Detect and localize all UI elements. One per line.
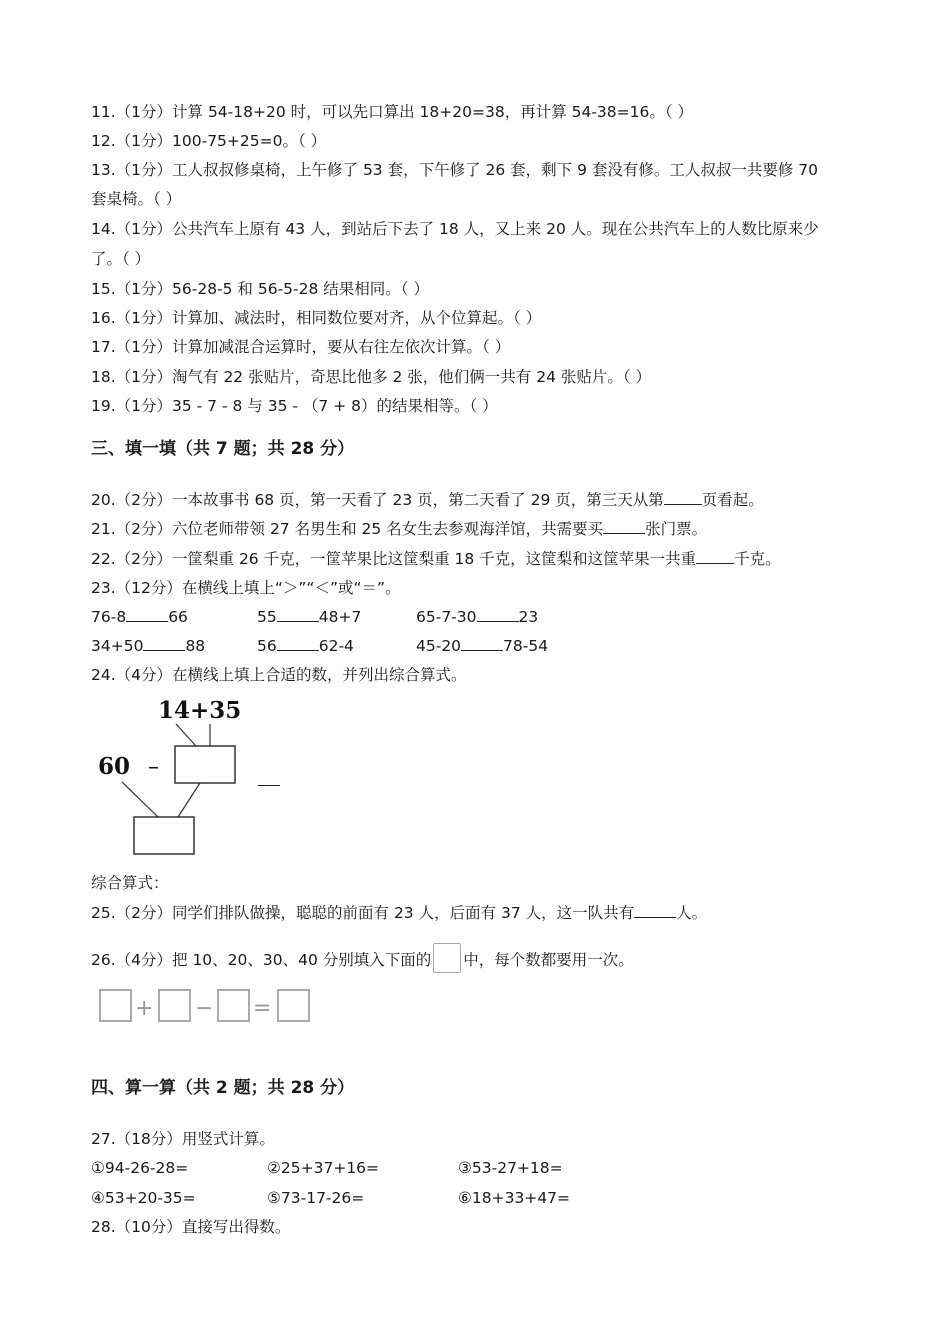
calc-item: ⑤73-17-26= <box>267 1189 365 1207</box>
question-25-text: 25.（2分）同学们排队做操，聪聪的前面有 23 人，后面有 37 人，这一队共有 <box>91 904 635 922</box>
calc-item: ①94-26-28= <box>91 1159 189 1177</box>
question-26-text: 26.（4分）把 10、20、30、40 分别填入下面的 <box>91 951 432 969</box>
question-22-text: 22.（2分）一筐梨重 26 千克，一筐苹果比这筐梨重 18 千克，这筐梨和这筐苹果一共重 <box>91 550 697 568</box>
compare-item: 45-20 78-54 <box>416 637 549 655</box>
answer-blank[interactable] <box>258 785 280 786</box>
section-heading-fill-in: 三、填一填（共 7 题；共 28 分） <box>91 439 355 459</box>
question-25-suffix: 人。 <box>676 904 708 922</box>
compare-item: 55 48+7 <box>257 608 362 626</box>
question-15: 15.（1分）56-28-5 和 56-5-28 结果相同。（ ） <box>91 280 429 298</box>
connector-line <box>176 724 196 746</box>
question-13-line-2: 套桌椅。（ ） <box>91 190 182 208</box>
answer-blank[interactable] <box>477 607 519 622</box>
calc-item: ③53-27+18= <box>458 1159 563 1177</box>
answer-blank[interactable] <box>603 519 645 534</box>
compare-item: 65-7-30 23 <box>416 608 539 626</box>
box-icon <box>433 943 461 973</box>
answer-box[interactable] <box>278 990 309 1021</box>
question-16: 16.（1分）计算加、减法时，相同数位要对齐，从个位算起。（ ） <box>91 309 542 327</box>
compare-item: 34+50 88 <box>91 637 206 655</box>
question-21-text: 21.（2分）六位老师带领 27 名男生和 25 名女生去参观海洋馆，共需要买 <box>91 520 604 538</box>
question-27: 27.（18分）用竖式计算。 <box>91 1130 275 1148</box>
formula-label: 综合算式： <box>91 874 169 892</box>
minus-sign: – <box>148 755 159 780</box>
calc-item: ④53+20-35= <box>91 1189 196 1207</box>
question-11: 11.（1分）计算 54-18+20 时，可以先口算出 18+20=38，再计算 54-38=16。（ ） <box>91 103 694 121</box>
question-23: 23.（12分）在横线上填上“＞”“＜”或“＝”。 <box>91 579 401 597</box>
question-26 <box>91 943 634 973</box>
answer-box[interactable] <box>218 990 249 1021</box>
question-24: 24.（4分）在横线上填上合适的数，并列出综合算式。 <box>91 666 467 684</box>
question-21-suffix: 张门票。 <box>645 520 708 538</box>
answer-blank[interactable] <box>634 903 676 918</box>
question-18: 18.（1分）淘气有 22 张贴片，奇思比他多 2 张，他们俩一共有 24 张贴片。（ ） <box>91 368 652 386</box>
top-expression: 14+35 <box>158 697 242 724</box>
question-22 <box>91 548 781 570</box>
answer-blank[interactable] <box>277 607 319 622</box>
answer-box[interactable] <box>100 990 131 1021</box>
answer-blank[interactable] <box>126 607 168 622</box>
answer-box[interactable] <box>175 746 235 783</box>
answer-blank[interactable] <box>277 636 319 651</box>
connector-line <box>122 782 158 817</box>
question-13-line-1: 13.（1分）工人叔叔修桌椅，上午修了 53 套，下午修了 26 套，剩下 9 套没有修。工人叔叔一共要修 70 <box>91 161 819 179</box>
answer-blank[interactable] <box>461 636 503 651</box>
question-22-suffix: 千克。 <box>734 550 781 568</box>
answer-blank[interactable] <box>143 636 185 651</box>
question-19: 19.（1分）35 - 7 - 8 与 35 - （7 + 8）的结果相等。（ ） <box>91 397 498 415</box>
compare-item: 56 62-4 <box>257 637 354 655</box>
question-28: 28.（10分）直接写出得数。 <box>91 1218 291 1236</box>
question-12: 12.（1分）100-75+25=0。（ ） <box>91 132 327 150</box>
calc-item: ②25+37+16= <box>267 1159 380 1177</box>
answer-box[interactable] <box>159 990 190 1021</box>
question-17: 17.（1分）计算加减混合运算时，要从右往左依次计算。（ ） <box>91 338 511 356</box>
plus-sign: + <box>135 996 154 1021</box>
box-equation-figure <box>92 985 318 1027</box>
answer-blank[interactable] <box>696 549 734 564</box>
section-heading-calculate: 四、算一算（共 2 题；共 28 分） <box>91 1078 355 1098</box>
question-20 <box>91 489 764 511</box>
answer-box[interactable] <box>134 817 194 854</box>
calculation-tree-figure <box>92 690 292 862</box>
question-14-line-2: 了。（ ） <box>91 250 151 268</box>
question-25 <box>91 902 707 924</box>
compare-item: 76-8 66 <box>91 608 188 626</box>
question-20-text: 20.（2分）一本故事书 68 页，第一天看了 23 页，第二天看了 29 页，第三天从第 <box>91 491 664 509</box>
question-20-suffix: 页看起。 <box>701 491 764 509</box>
question-21 <box>91 518 707 540</box>
question-26-suffix: 中，每个数都要用一次。 <box>463 951 634 969</box>
equals-sign: = <box>253 996 272 1021</box>
calc-item: ⑥18+33+47= <box>458 1189 571 1207</box>
left-number: 60 <box>98 753 131 780</box>
answer-blank[interactable] <box>664 490 702 505</box>
connector-line <box>178 783 200 817</box>
minus-sign: − <box>195 996 214 1021</box>
question-14-line-1: 14.（1分）公共汽车上原有 43 人，到站后下去了 18 人，又上来 20 人。现在公共汽车上的人数比原来少 <box>91 220 819 238</box>
